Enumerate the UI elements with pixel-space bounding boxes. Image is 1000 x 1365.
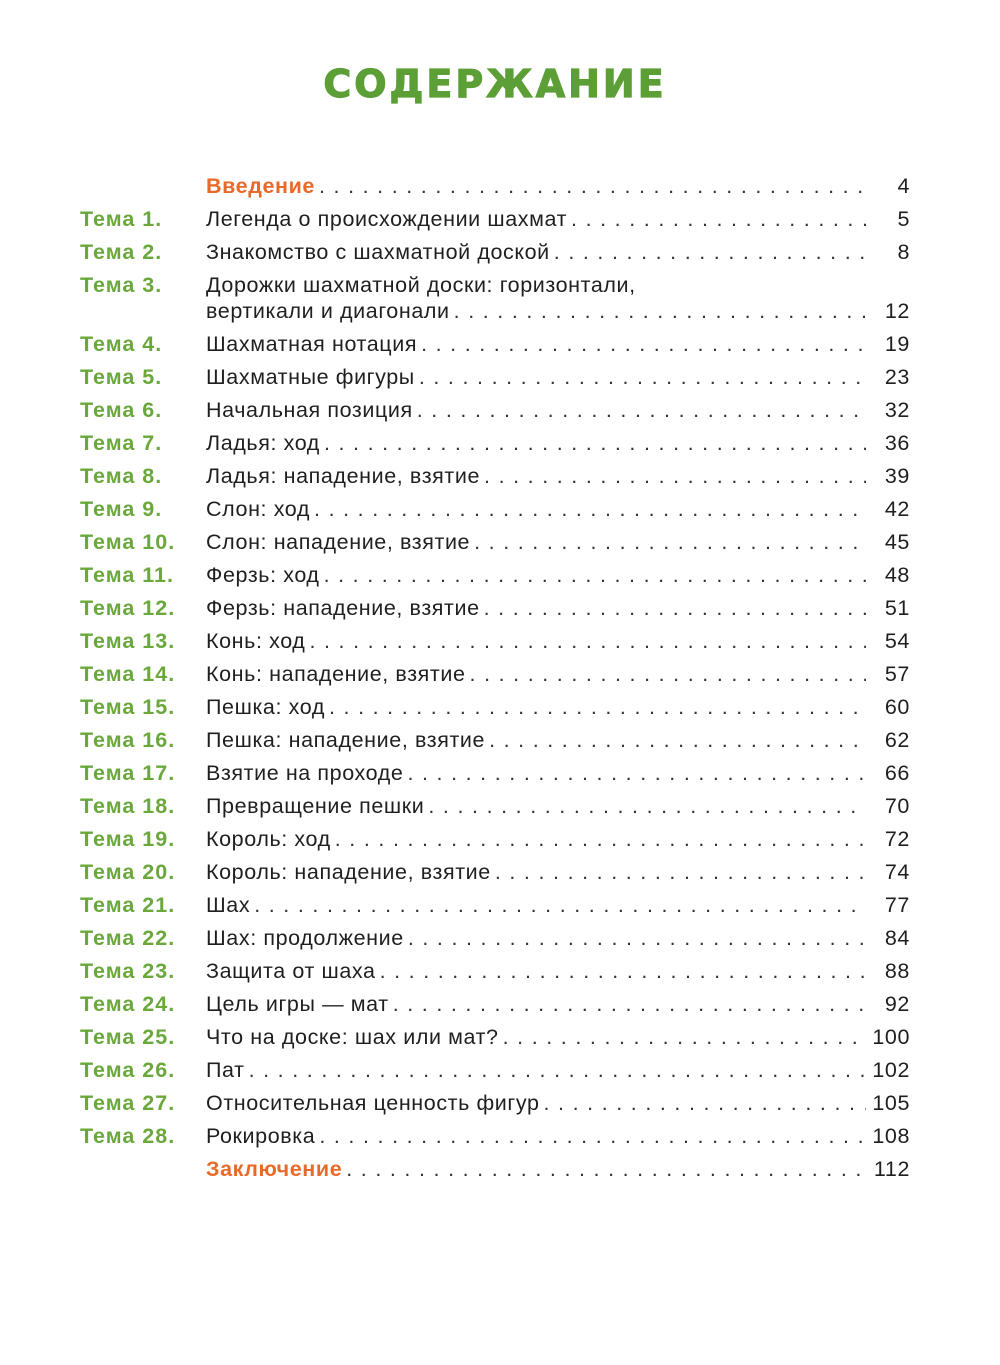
topic-label: Тема 7. (80, 431, 163, 455)
page-number: 57 (884, 662, 910, 686)
topic-label: Тема 4. (80, 332, 163, 356)
dot-leader (319, 174, 866, 199)
entry-title: Заключение (206, 1157, 343, 1181)
toc-entry[interactable] (80, 695, 910, 728)
dot-leader (324, 563, 866, 588)
page-number: 105 (872, 1091, 910, 1115)
page-number: 39 (884, 464, 910, 488)
topic-label: Тема 28. (80, 1124, 176, 1148)
toc-entry[interactable] (80, 464, 910, 497)
topic-label: Тема 25. (80, 1025, 176, 1049)
topic-label: Тема 17. (80, 761, 176, 785)
toc-entry[interactable] (80, 207, 910, 240)
page-number: 92 (884, 992, 910, 1016)
dot-leader (417, 398, 866, 423)
dot-leader (309, 629, 866, 654)
page-number: 70 (884, 794, 910, 818)
toc-entry[interactable] (80, 174, 910, 207)
topic-label: Тема 18. (80, 794, 176, 818)
page-number: 74 (884, 860, 910, 884)
entry-title: Ладья: нападение, взятие (206, 464, 481, 488)
dot-leader (335, 827, 866, 852)
topic-label: Тема 23. (80, 959, 176, 983)
dot-leader (393, 992, 866, 1017)
topic-label: Тема 3. (80, 273, 163, 297)
page-number: 36 (884, 431, 910, 455)
topic-label: Тема 11. (80, 563, 174, 587)
topic-label: Тема 5. (80, 365, 163, 389)
entry-title: Ферзь: нападение, взятие (206, 596, 480, 620)
dot-leader (454, 299, 866, 324)
topic-label: Тема 24. (80, 992, 176, 1016)
topic-label: Тема 8. (80, 464, 163, 488)
toc-entry[interactable] (80, 827, 910, 860)
entry-title: Взятие на проходе (206, 761, 404, 785)
toc-entry[interactable] (80, 1091, 910, 1124)
entry-title: Шахматные фигуры (206, 365, 415, 389)
dot-leader (324, 431, 866, 456)
entry-title: Король: ход (206, 827, 331, 851)
table-of-contents (80, 174, 910, 1190)
entry-title: Начальная позиция (206, 398, 413, 422)
page-title: СОДЕРЖАНИЕ (323, 62, 667, 106)
dot-leader (380, 959, 866, 984)
page-number: 112 (873, 1157, 910, 1181)
toc-entry[interactable] (80, 240, 910, 273)
toc-entry[interactable] (80, 893, 910, 926)
page-number: 84 (884, 926, 910, 950)
toc-entry[interactable] (80, 1025, 910, 1058)
topic-label: Тема 1. (80, 207, 163, 231)
toc-entry[interactable] (80, 299, 910, 332)
toc-entry[interactable] (80, 365, 910, 398)
entry-title: Дорожки шахматной доски: горизонтали, (206, 273, 636, 297)
entry-title: вертикали и диагонали (206, 299, 450, 323)
toc-entry[interactable] (80, 332, 910, 365)
entry-title: Введение (206, 174, 315, 198)
page-number: 66 (884, 761, 910, 785)
page-number: 72 (884, 827, 910, 851)
toc-entry[interactable] (80, 926, 910, 959)
page-number: 42 (884, 497, 910, 521)
dot-leader (554, 240, 866, 265)
dot-leader (470, 662, 866, 687)
toc-entry[interactable] (80, 794, 910, 827)
topic-label: Тема 13. (80, 629, 176, 653)
toc-entry[interactable] (80, 273, 910, 299)
page-number: 54 (884, 629, 910, 653)
entry-title: Знакомство с шахматной доской (206, 240, 550, 264)
toc-entry[interactable] (80, 563, 910, 596)
page-number: 51 (884, 596, 910, 620)
toc-entry[interactable] (80, 629, 910, 662)
page-number: 48 (884, 563, 910, 587)
entry-title: Конь: нападение, взятие (206, 662, 466, 686)
dot-leader (421, 332, 866, 357)
page-number: 19 (884, 332, 910, 356)
toc-entry[interactable] (80, 1124, 910, 1157)
page-number: 88 (884, 959, 910, 983)
dot-leader (419, 365, 866, 390)
toc-entry[interactable] (80, 596, 910, 629)
entry-title: Рокировка (206, 1124, 316, 1148)
toc-entry[interactable] (80, 431, 910, 464)
dot-leader (428, 794, 866, 819)
page-number: 108 (872, 1124, 910, 1148)
toc-entry[interactable] (80, 728, 910, 761)
topic-label: Тема 6. (80, 398, 163, 422)
toc-entry[interactable] (80, 992, 910, 1025)
page-number: 12 (884, 299, 910, 323)
entry-title: Ладья: ход (206, 431, 320, 455)
dot-leader (489, 728, 866, 753)
topic-label: Тема 19. (80, 827, 176, 851)
entry-title: Что на доске: шах или мат? (206, 1025, 499, 1049)
entry-title: Слон: нападение, взятие (206, 530, 471, 554)
dot-leader (474, 530, 866, 555)
toc-entry[interactable] (80, 662, 910, 695)
toc-entry[interactable] (80, 860, 910, 893)
page-number: 8 (897, 240, 910, 264)
dot-leader (319, 1124, 866, 1149)
topic-label: Тема 15. (80, 695, 176, 719)
dot-leader (329, 695, 866, 720)
entry-title: Пешка: нападение, взятие (206, 728, 486, 752)
toc-entry[interactable] (80, 1157, 910, 1190)
page-number: 100 (872, 1025, 910, 1049)
entry-title: Легенда о происхождении шахмат (206, 207, 568, 231)
page-number: 77 (884, 893, 910, 917)
entry-title: Пат (206, 1058, 245, 1082)
dot-leader (503, 1025, 866, 1050)
toc-entry[interactable] (80, 497, 910, 530)
entry-title: Слон: ход (206, 497, 311, 521)
topic-label: Тема 14. (80, 662, 176, 686)
entry-title: Шах (206, 893, 251, 917)
page-number: 45 (884, 530, 910, 554)
toc-entry[interactable] (80, 1058, 910, 1091)
toc-entry[interactable] (80, 398, 910, 431)
dot-leader (484, 464, 866, 489)
entry-title: Превращение пешки (206, 794, 425, 818)
page-number: 62 (884, 728, 910, 752)
dot-leader (346, 1157, 866, 1182)
entry-title: Защита от шаха (206, 959, 376, 983)
entry-title: Цель игры — мат (206, 992, 389, 1016)
page-number: 4 (897, 174, 910, 198)
dot-leader (495, 860, 866, 885)
toc-entry[interactable] (80, 761, 910, 794)
topic-label: Тема 27. (80, 1091, 176, 1115)
dot-leader (544, 1091, 866, 1116)
topic-label: Тема 16. (80, 728, 176, 752)
dot-leader (314, 497, 866, 522)
dot-leader (249, 1058, 866, 1083)
entry-title: Пешка: ход (206, 695, 325, 719)
dot-leader (408, 926, 866, 951)
dot-leader (407, 761, 866, 786)
topic-label: Тема 21. (80, 893, 176, 917)
topic-label: Тема 20. (80, 860, 176, 884)
page-number: 32 (884, 398, 910, 422)
page-number: 102 (872, 1058, 910, 1082)
page-number: 60 (884, 695, 910, 719)
dot-leader (254, 893, 866, 918)
toc-entry[interactable] (80, 959, 910, 992)
topic-label: Тема 10. (80, 530, 176, 554)
entry-title: Король: нападение, взятие (206, 860, 491, 884)
entry-title: Относительная ценность фигур (206, 1091, 540, 1115)
page-number: 5 (897, 207, 910, 231)
entry-title: Шах: продолжение (206, 926, 404, 950)
entry-title: Конь: ход (206, 629, 306, 653)
topic-label: Тема 22. (80, 926, 176, 950)
dot-leader (571, 207, 866, 232)
page-number: 23 (884, 365, 910, 389)
dot-leader (484, 596, 866, 621)
topic-label: Тема 2. (80, 240, 163, 264)
entry-title: Ферзь: ход (206, 563, 320, 587)
topic-label: Тема 12. (80, 596, 176, 620)
toc-entry[interactable] (80, 530, 910, 563)
topic-label: Тема 26. (80, 1058, 176, 1082)
entry-title: Шахматная нотация (206, 332, 418, 356)
topic-label: Тема 9. (80, 497, 163, 521)
